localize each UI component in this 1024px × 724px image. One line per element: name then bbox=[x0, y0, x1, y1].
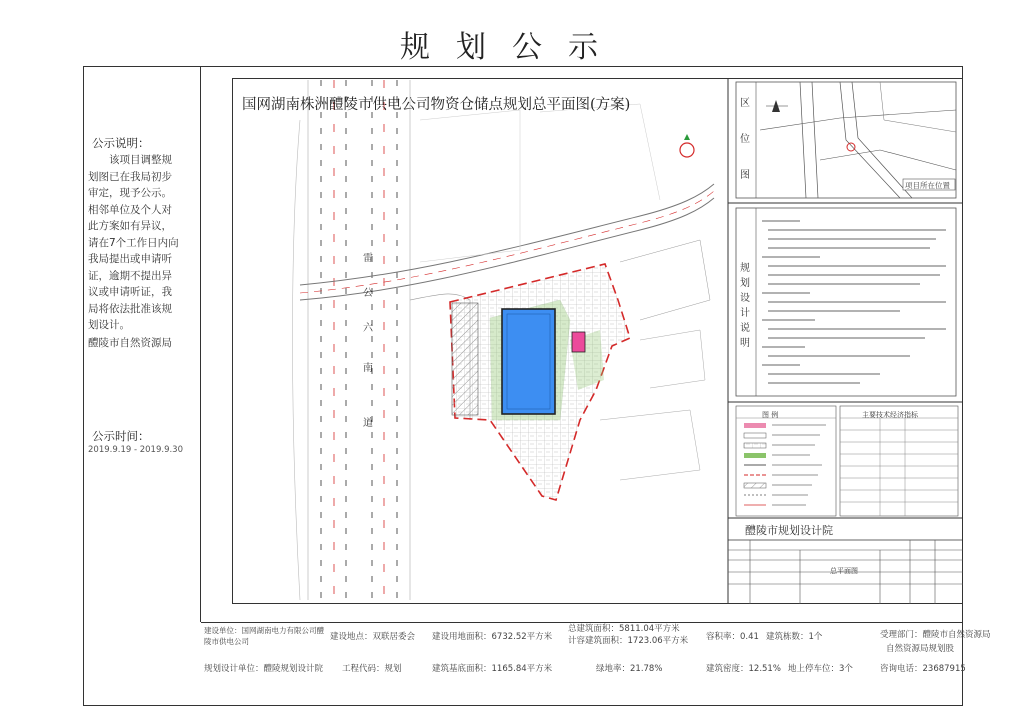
road-label-char: 六 bbox=[363, 323, 373, 334]
planning-label-char: 划 bbox=[740, 278, 750, 289]
notice-line: 此方案如有异议， bbox=[88, 220, 172, 232]
notice-line: 该项目调整规 bbox=[109, 154, 172, 166]
footer-base-area: 建筑基底面积：1165.84平方米 bbox=[432, 664, 553, 674]
footer-dept: 受理部门：醴陵市自然资源局 bbox=[880, 630, 991, 640]
location-map-label-char: 位 bbox=[740, 134, 750, 145]
notice-line: 审定，现予公示。 bbox=[88, 187, 172, 199]
sheet-name: 总平面图 bbox=[830, 567, 858, 575]
footer-owner: 建设单位：国网湖南电力有限公司醴陵市供电公司 bbox=[204, 626, 324, 646]
footer-green: 绿地率：21.78% bbox=[596, 664, 663, 674]
planning-label-char: 规 bbox=[740, 263, 750, 274]
notice-line: 相邻单位及个人对 bbox=[88, 203, 172, 216]
road-label-char: 公 bbox=[363, 288, 373, 299]
location-map-label-char: 区 bbox=[740, 98, 750, 109]
footer-land-area: 建设用地面积：6732.52平方米 bbox=[432, 632, 553, 642]
footer-dept-line2: 自然资源局规划股 bbox=[886, 644, 955, 654]
road-label-char: 雷 bbox=[363, 253, 373, 264]
drawing-title: 国网湖南株洲醴陵市供电公司物资仓储点规划总平面图(方案) bbox=[242, 97, 631, 113]
notice-time-label: 公示时间： bbox=[92, 429, 150, 443]
project-location-label: 项目所在位置 bbox=[905, 181, 950, 190]
footer-location: 建设地点：双联居委会 bbox=[330, 632, 416, 642]
footer-parking: 地上停车位：3个 bbox=[788, 664, 853, 674]
notice-line: 议或申请听证，我 bbox=[88, 286, 172, 298]
notice-line: 划图已在我局初步 bbox=[88, 170, 172, 183]
notice-line: 局将依法批准该规 bbox=[88, 302, 172, 315]
footer-building-count: 建筑栋数：1个 bbox=[766, 632, 823, 642]
location-map-label-char: 图 bbox=[740, 170, 750, 181]
footer-phone: 咨询电话：23687915 bbox=[880, 664, 966, 674]
footer-total-floor: 总建筑面积：5811.04平方米 bbox=[568, 624, 680, 634]
planning-label-char: 设 bbox=[740, 293, 750, 304]
notice-line: 划设计。 bbox=[88, 319, 130, 331]
road-label-char: 道 bbox=[363, 418, 373, 429]
page-title: 规划公示 bbox=[400, 30, 624, 65]
footer-floor-calc: 计容建筑面积：1723.06平方米 bbox=[568, 636, 689, 646]
footer-project: 工程代码：规划 bbox=[342, 664, 402, 674]
footer-designer: 规划设计单位：醴陵规划设计院 bbox=[204, 664, 324, 674]
notice-time-value: 2019.9.19 - 2019.9.30 bbox=[88, 445, 183, 455]
notice-org: 醴陵市自然资源局 bbox=[88, 337, 172, 349]
notice-line: 请在7个工作日内向 bbox=[88, 236, 179, 249]
planning-label-char: 计 bbox=[740, 308, 750, 319]
tech-table-header: 主要技术经济指标 bbox=[862, 411, 918, 419]
footer-far: 容积率：0.41 bbox=[706, 632, 759, 642]
design-institute: 醴陵市规划设计院 bbox=[745, 524, 833, 537]
planning-label-char: 明 bbox=[740, 338, 750, 349]
notice-line: 证，逾期不提出异 bbox=[88, 269, 172, 282]
footer-density: 建筑密度：12.51% bbox=[706, 664, 781, 674]
legend-header: 图 例 bbox=[762, 411, 779, 419]
road-label-char: 南 bbox=[363, 363, 373, 374]
notice-line: 我局提出或申请听 bbox=[88, 253, 172, 265]
planning-label-char: 说 bbox=[740, 323, 750, 334]
notice-label: 公示说明： bbox=[92, 136, 150, 150]
